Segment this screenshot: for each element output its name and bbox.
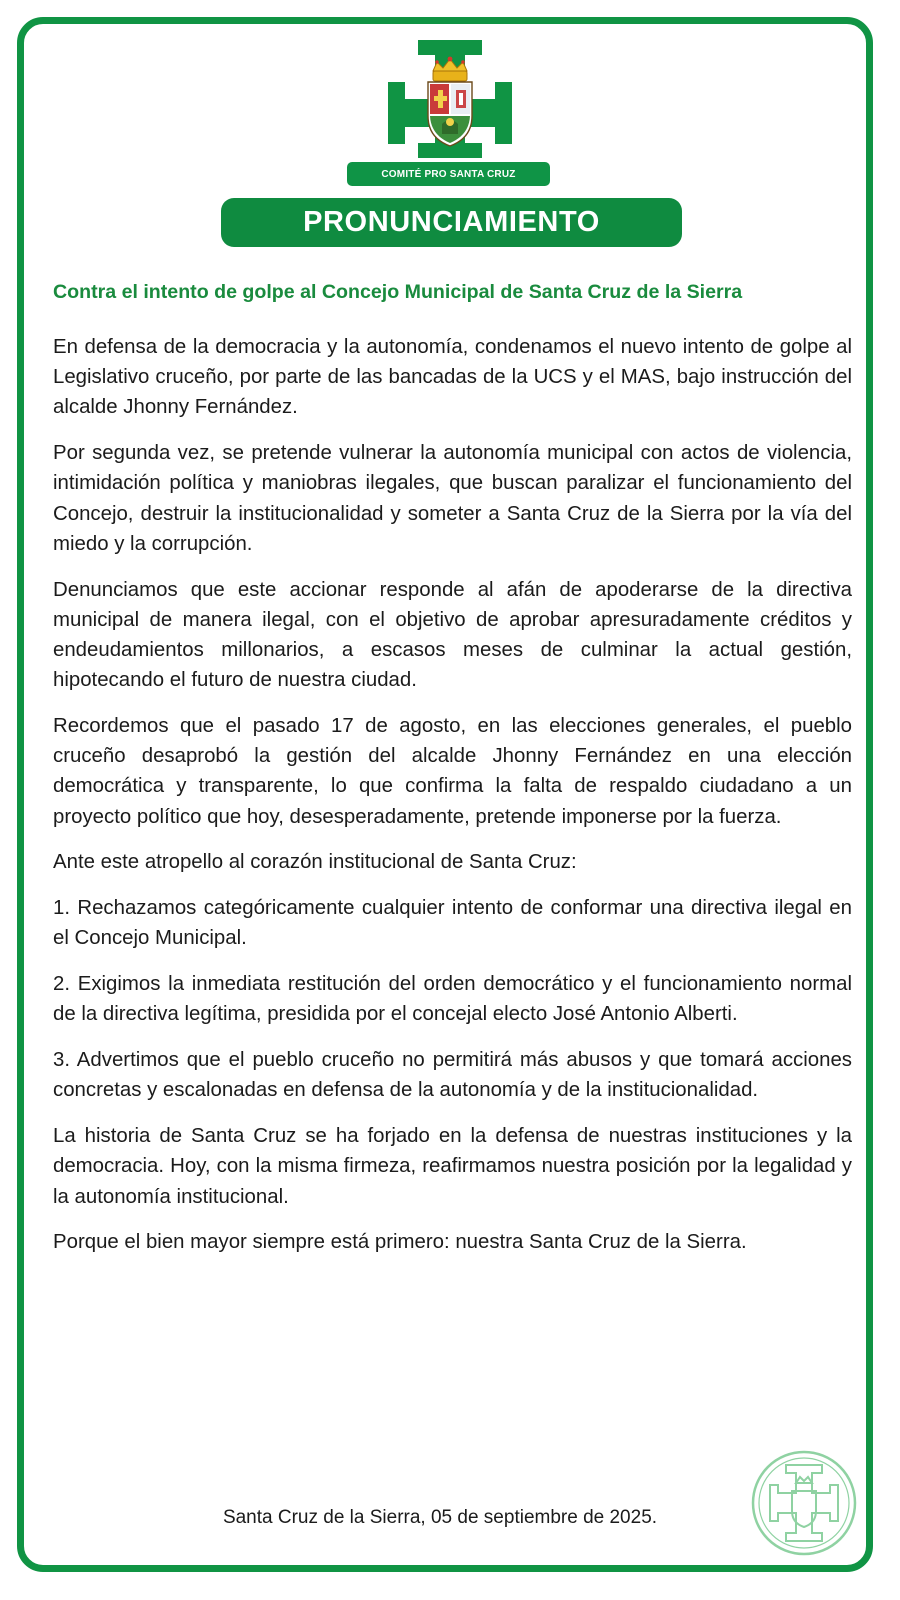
watermark-seal-icon [750, 1449, 858, 1557]
paragraph: Ante este atropello al corazón institucional de Santa Cruz: [53, 851, 577, 874]
paragraph: Por segunda vez, se pretende vulnerar la autonomía municipal con actos de violencia, intimidación política y maniobras ilegales, que buscan paralizar el funcionamiento del Concejo, destruir la institucionalidad y someter a Santa Cruz de la Sierra por la vía del miedo y la corrupción. [53, 442, 852, 555]
statement-body [53, 332, 852, 1273]
brand-label: COMITÉ PRO SANTA CRUZ [347, 162, 550, 186]
list-item: 1. Rechazamos categóricamente cualquier intento de conformar una directiva ilegal en el Concejo Municipal. [53, 897, 852, 950]
list-item: 3. Advertimos que el pueblo cruceño no permitirá más abusos y que tomará acciones concretas y escalonadas en defensa de la autonomía y de la institucionalidad. [53, 1049, 852, 1102]
paragraph: Denunciamos que este accionar responde al afán de apoderarse de la directiva municipal de manera ilegal, con el objetivo de aprobar apresuradamente créditos y endeudamientos millonarios, a escasos meses de culminar la actual gestión, hipotecando el futuro de nuestra ciudad. [53, 578, 852, 692]
pronunciamiento-banner: PRONUNCIAMIENTO [221, 198, 682, 247]
place-and-date: Santa Cruz de la Sierra, 05 de septiembre de 2025. [222, 1507, 658, 1528]
santa-cruz-cross-logo-icon [380, 38, 520, 160]
paragraph: En defensa de la democracia y la autonomía, condenamos el nuevo intento de golpe al Legislativo cruceño, por parte de las bancadas de la UCS y el MAS, bajo instrucción del alcalde Jhonny Fernández. [53, 336, 852, 419]
paragraph: La historia de Santa Cruz se ha forjado en la defensa de nuestras instituciones y la democracia. Hoy, con la misma firmeza, reafirmamos nuestra posición por la legalidad y la autonomía institucional. [53, 1125, 852, 1208]
paragraph: Recordemos que el pasado 17 de agosto, en las elecciones generales, el pueblo cruceño desaprobó la gestión del alcalde Jhonny Fernández en una elección democrática y transparente, lo que confirma la falta de respaldo ciudadano a un proyecto político que hoy, desesperadamente, pretende imponerse por la fuerza. [53, 715, 852, 828]
paragraph: Porque el bien mayor siempre está primero: nuestra Santa Cruz de la Sierra. [53, 1231, 747, 1254]
document-subtitle: Contra el intento de golpe al Concejo Municipal de Santa Cruz de la Sierra [53, 281, 743, 303]
list-item: 2. Exigimos la inmediata restitución del orden democrático y el funcionamiento normal de la directiva legítima, presidida por el concejal electo José Antonio Alberti. [53, 973, 852, 1026]
